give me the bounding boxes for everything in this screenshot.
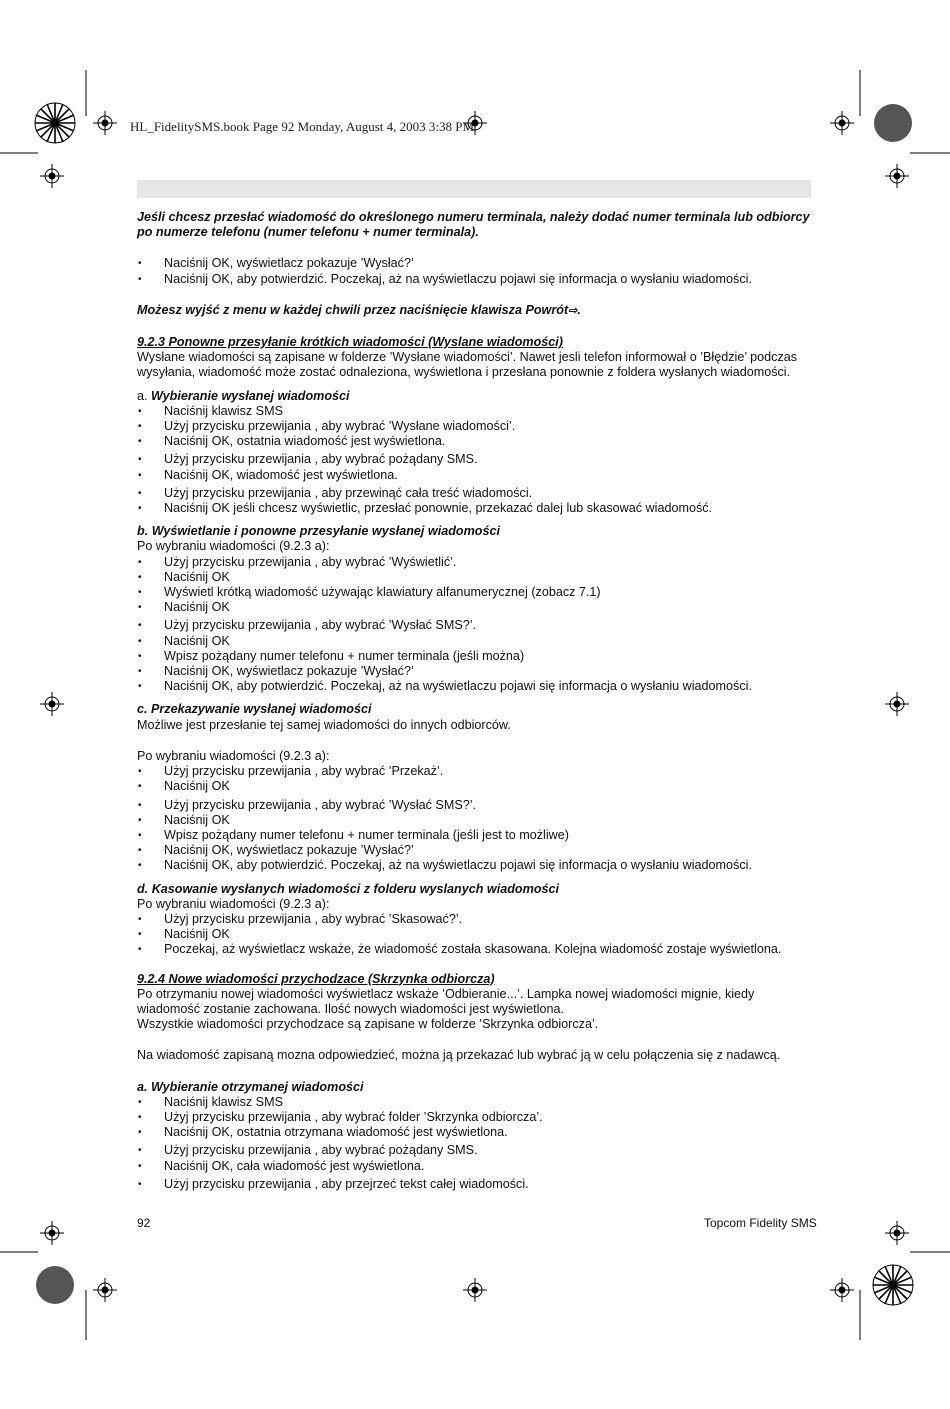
subsection-a-heading: Wybieranie wysłanej wiadomości: [151, 388, 350, 403]
list-item: • Użyj przycisku przewijania , aby wybrać ’Wysłać SMS?’.: [137, 618, 817, 633]
subsection-c-list: [137, 764, 817, 873]
starburst-bottom-right: [873, 1265, 913, 1305]
crosshair-top-3: [830, 111, 854, 135]
list-item: • Naciśnij OK, wiadomość jest wyświetlona.: [137, 468, 817, 483]
intro-bullet-list: [137, 256, 817, 286]
intro-note: Jeśli chcesz przesłać wiadomość do określonego numeru terminala, należy dodać numer terminala lub odbiorcy po numerze telefonu (numer telefonu + numer terminala).: [137, 210, 810, 240]
list-item: • Wpisz pożądany numer telefonu + numer terminala (jeśli można): [137, 649, 817, 664]
crosshair-bottom-2: [463, 1278, 487, 1302]
subsection-b-title: b. Wyświetlanie i ponowne przesyłanie wysłanej wiadomości: [137, 524, 500, 539]
list-item: • Użyj przycisku przewijania , aby wybrać ’Wyświetlić’.: [137, 555, 817, 570]
list-item: • Wpisz pożądany numer telefonu + numer terminala (jeśli jest to możliwe): [137, 828, 817, 843]
subsection-c-body: Możliwe jest przesłanie tej samej wiadomości do innych odbiorców.: [137, 717, 511, 732]
list-item: • Użyj przycisku przewijania , aby wybrać pożądany SMS.: [137, 1143, 817, 1158]
list-item: • Naciśnij OK: [137, 600, 817, 615]
list-item: • Użyj przycisku przewijania , aby wybrać ’Wysłać SMS?’.: [137, 798, 817, 813]
section-923-body: Wysłane wiadomości są zapisane w folderze ’Wysłane wiadomości’. Nawet jesli telefon informował o ’Błędzie’ podczas wysyłania, wiadomość może zostać odnaleziona, wyświetlona i przesłana ponownie z foldera wysłanych wiadomości.: [137, 350, 798, 380]
list-item: • Naciśnij OK: [137, 813, 817, 828]
list-item: • Naciśnij OK: [137, 779, 817, 794]
list-item: • Naciśnij OK, ostatnia wiadomość jest wyświetlona.: [137, 434, 817, 449]
subsection-c-intro: Po wybraniu wiadomości (9.2.3 a):: [137, 748, 330, 763]
list-item: • Użyj przycisku przewijania , aby przejrzeć tekst całej wiadomości.: [137, 1177, 817, 1192]
subsection-b-list: [137, 555, 817, 695]
crosshair-top-1: [93, 111, 117, 135]
crosshair-bottom-1: [93, 1278, 117, 1302]
grey-dot-top-right: [874, 104, 912, 142]
list-item: • Użyj przycisku przewijania , aby wybrać ’Przekaż’.: [137, 764, 817, 779]
subsection-924a-list: [137, 1095, 817, 1192]
list-item: • Użyj przycisku przewijania , aby wybrać ’Skasować?’.: [137, 912, 817, 927]
subsection-924a-title: a. Wybieranie otrzymanej wiadomości: [137, 1079, 364, 1094]
list-item: • Naciśnij OK, wyświetlacz pokazuje ’Wysłać?’: [137, 843, 817, 858]
list-item: • Użyj przycisku przewijania , aby przewinąć cała treść wiadomości.: [137, 486, 817, 501]
list-item: • Naciśnij OK, wyświetlacz pokazuje ’Wysłać?’: [137, 256, 817, 271]
list-item: • Naciśnij OK, ostatnia otrzymana wiadomość jest wyświetlona.: [137, 1125, 817, 1140]
crosshair-right-mid: [885, 692, 909, 716]
page-number: 92: [137, 1216, 151, 1230]
crosshair-left-1: [40, 164, 64, 188]
print-header: HL_FidelitySMS.book Page 92 Monday, August 4, 2003 3:38 PM: [130, 119, 475, 134]
list-item: • Naciśnij OK, aby potwierdzić. Poczekaj, aż na wyświetlaczu pojawi się informacja o wysłaniu wiadomości.: [137, 272, 817, 287]
section-924-body-2: Wszystkie wiadomości przychodzace są zapisane w folderze ’Skrzynka odbiorcza’.: [137, 1017, 599, 1032]
return-key-icon: ⇨: [568, 304, 578, 317]
list-item: • Wyświetl krótką wiadomość używając klawiatury alfanumerycznej (zobacz 7.1): [137, 585, 817, 600]
section-heading-924: 9.2.4 Nowe wiadomości przychodzace (Skrzynka odbiorcza): [137, 971, 495, 986]
list-item: • Naciśnij OK: [137, 927, 817, 942]
list-item: • Naciśnij OK: [137, 634, 817, 649]
starburst-top-left: [35, 103, 75, 143]
section-924-body-3: Na wiadomość zapisaną mozna odpowiedzieć, można ją przekazać lub wybrać ją w celu połączenia się z nadawcą.: [137, 1048, 781, 1063]
exit-note-text: Możesz wyjść z menu w każdej chwili przez naciśnięcie klawisza Powrót: [137, 302, 569, 317]
grey-dot-bottom-left: [36, 1266, 74, 1304]
list-item: • Naciśnij OK, aby potwierdzić. Poczekaj, aż na wyświetlaczu pojawi się informacja o wysłaniu wiadomości.: [137, 679, 817, 694]
section-924-body-1: Po otrzymaniu nowej wiadomości wyświetlacz wskaże ’Odbieranie...’. Lampka nowej wiadomości mignie, kiedy wiadomość zostanie zachowana. Ilość nowych wiadomości jest wyświetlona.: [137, 986, 755, 1016]
crosshair-left-2: [40, 1221, 64, 1245]
crosshair-right-1: [885, 164, 909, 188]
subsection-b-intro: Po wybraniu wiadomości (9.2.3 a):: [137, 539, 330, 554]
section-heading-923: 9.2.3 Ponowne przesyłanie krótkich wiadomości (Wyslane wiadomości): [137, 335, 563, 350]
list-item: • Naciśnij OK jeśli chcesz wyświetlic, przesłać ponownie, przekazać dalej lub skasować wiadomość.: [137, 501, 817, 516]
crosshair-right-2: [885, 1221, 909, 1245]
subsection-a-title: [137, 389, 817, 404]
exit-note-end: .: [577, 302, 581, 317]
crosshair-bottom-3: [830, 1278, 854, 1302]
page-content: [137, 210, 817, 1192]
subsection-c-title: c. Przekazywanie wysłanej wiadomości: [137, 702, 372, 717]
crosshair-left-mid: [40, 692, 64, 716]
list-item: • Naciśnij OK, aby potwierdzić. Poczekaj, aż na wyświetlaczu pojawi się informacja o wysłaniu wiadomości.: [137, 858, 817, 873]
list-item: • Użyj przycisku przewijania , aby wybrać folder ’Skrzynka odbiorcza’.: [137, 1110, 817, 1125]
subsection-d-list: [137, 912, 817, 958]
list-item: • Użyj przycisku przewijania , aby wybrać pożądany SMS.: [137, 452, 817, 467]
subsection-a-prefix: a.: [137, 388, 148, 403]
list-item: • Użyj przycisku przewijania , aby wybrać ’Wysłane wiadomości’.: [137, 419, 817, 434]
list-item: • Naciśnij OK: [137, 570, 817, 585]
subsection-d-intro: Po wybraniu wiadomości (9.2.3 a):: [137, 896, 330, 911]
subsection-a-list: [137, 404, 817, 516]
list-item: • Naciśnij OK, cała wiadomość jest wyświetlona.: [137, 1159, 817, 1174]
list-item: • Poczekaj, aż wyświetlacz wskaże, że wiadomość została skasowana. Kolejna wiadomość zostaje wyświetlona.: [137, 942, 817, 957]
product-name: Topcom Fidelity SMS: [704, 1216, 817, 1230]
exit-note: [137, 303, 817, 319]
list-item: • Naciśnij klawisz SMS: [137, 1095, 817, 1110]
list-item: • Naciśnij OK, wyświetlacz pokazuje ’Wysłać?’: [137, 664, 817, 679]
header-bar: [137, 180, 811, 198]
list-item: • Naciśnij klawisz SMS: [137, 404, 817, 419]
subsection-d-title: d. Kasowanie wysłanych wiadomości z folderu wyslanych wiadomości: [137, 881, 560, 896]
